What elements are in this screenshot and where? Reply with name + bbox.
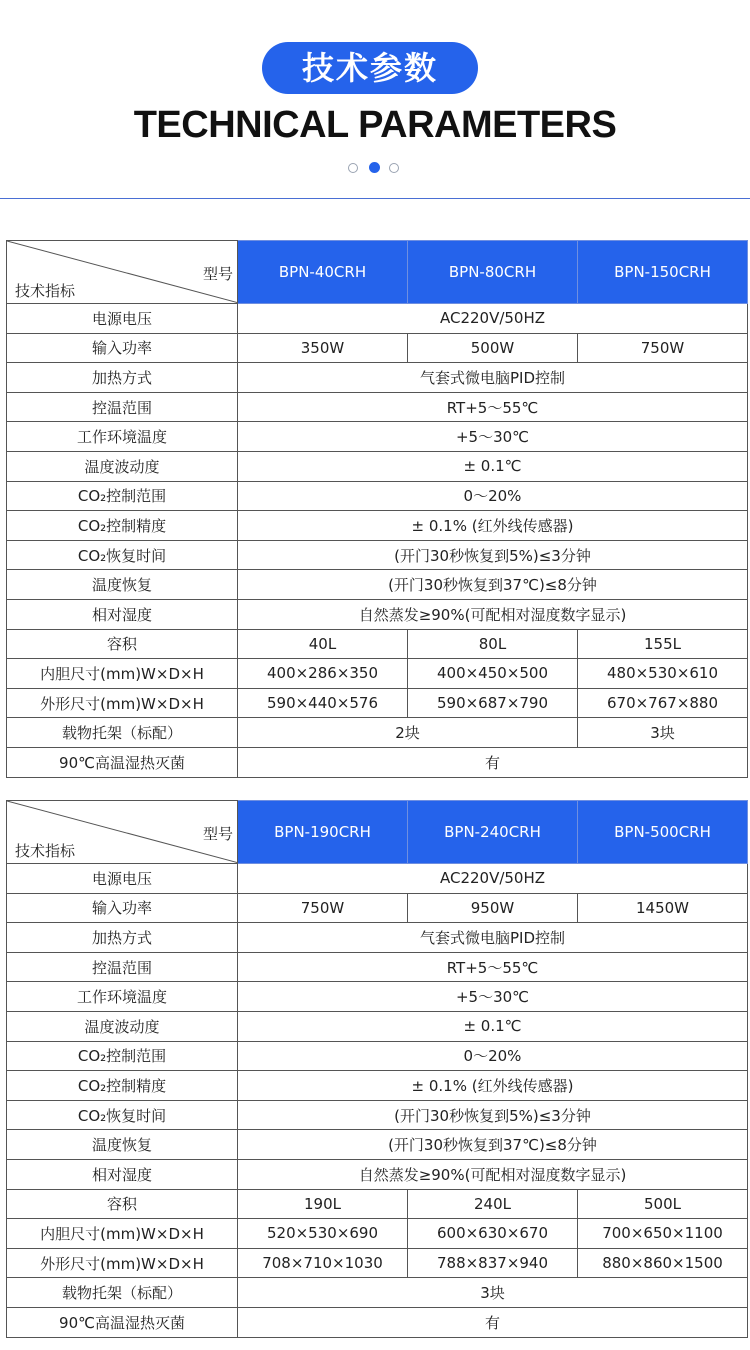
row-value: 0～20% bbox=[238, 1041, 748, 1071]
row-value: 670×767×880 bbox=[578, 688, 748, 718]
row-value: 700×650×1100 bbox=[578, 1219, 748, 1249]
row-label: 控温范围 bbox=[7, 952, 238, 982]
row-label: 温度恢复 bbox=[7, 1130, 238, 1160]
divider bbox=[0, 198, 750, 199]
pagination-dots bbox=[348, 162, 402, 174]
page-title-cn: 技术参数 bbox=[262, 42, 478, 94]
table-row bbox=[7, 1041, 748, 1071]
row-label: 外形尺寸(mm)W×D×H bbox=[7, 688, 238, 718]
table-row bbox=[7, 540, 748, 570]
row-value: 1450W bbox=[578, 893, 748, 923]
row-label: 外形尺寸(mm)W×D×H bbox=[7, 1248, 238, 1278]
row-label: 相对湿度 bbox=[7, 1159, 238, 1189]
row-value: 788×837×940 bbox=[408, 1248, 578, 1278]
row-value: 0～20% bbox=[238, 481, 748, 511]
row-label: 容积 bbox=[7, 1189, 238, 1219]
row-value: 自然蒸发≥90%(可配相对湿度数字显示) bbox=[238, 599, 748, 629]
row-label: 工作环境温度 bbox=[7, 982, 238, 1012]
row-value: 有 bbox=[238, 1307, 748, 1337]
row-value: RT+5～55℃ bbox=[238, 392, 748, 422]
table-row bbox=[7, 570, 748, 600]
table-row bbox=[7, 1278, 748, 1308]
row-value: 155L bbox=[578, 629, 748, 659]
row-value: 708×710×1030 bbox=[238, 1248, 408, 1278]
row-value: 750W bbox=[578, 333, 748, 363]
dot-active-icon bbox=[369, 162, 380, 173]
model-header: BPN-190CRH bbox=[238, 801, 408, 864]
table-row bbox=[7, 599, 748, 629]
table-row bbox=[7, 1071, 748, 1101]
row-value: 40L bbox=[238, 629, 408, 659]
row-value: (开门30秒恢复到37℃)≤8分钟 bbox=[238, 570, 748, 600]
model-header: BPN-80CRH bbox=[408, 241, 578, 304]
table-row bbox=[7, 864, 748, 894]
row-label: 相对湿度 bbox=[7, 599, 238, 629]
table-row bbox=[7, 422, 748, 452]
row-value: 500W bbox=[408, 333, 578, 363]
corner-cell bbox=[7, 241, 238, 304]
table-row bbox=[7, 392, 748, 422]
row-value: 80L bbox=[408, 629, 578, 659]
model-header: BPN-240CRH bbox=[408, 801, 578, 864]
row-label: 温度波动度 bbox=[7, 451, 238, 481]
row-label: 温度恢复 bbox=[7, 570, 238, 600]
row-label: CO₂恢复时间 bbox=[7, 540, 238, 570]
model-header: BPN-500CRH bbox=[578, 801, 748, 864]
table-row bbox=[7, 481, 748, 511]
corner-spec-label: 技术指标 bbox=[15, 842, 76, 860]
row-value: (开门30秒恢复到37℃)≤8分钟 bbox=[238, 1130, 748, 1160]
model-header: BPN-150CRH bbox=[578, 241, 748, 304]
table-row bbox=[7, 747, 748, 777]
row-value: (开门30秒恢复到5%)≤3分钟 bbox=[238, 540, 748, 570]
row-value: 2块 bbox=[238, 718, 578, 748]
spec-table-2 bbox=[6, 800, 748, 1338]
table-row bbox=[7, 511, 748, 541]
dot-icon bbox=[348, 163, 358, 173]
row-value: +5～30℃ bbox=[238, 422, 748, 452]
table-row bbox=[7, 659, 748, 689]
row-value: 400×286×350 bbox=[238, 659, 408, 689]
row-value: 880×860×1500 bbox=[578, 1248, 748, 1278]
row-label: CO₂控制范围 bbox=[7, 481, 238, 511]
table-row bbox=[7, 893, 748, 923]
row-value: 590×687×790 bbox=[408, 688, 578, 718]
row-label: 内胆尺寸(mm)W×D×H bbox=[7, 659, 238, 689]
row-value: 750W bbox=[238, 893, 408, 923]
row-label: CO₂控制精度 bbox=[7, 511, 238, 541]
spec-table-1 bbox=[6, 240, 748, 778]
row-value: 有 bbox=[238, 747, 748, 777]
row-label: CO₂恢复时间 bbox=[7, 1100, 238, 1130]
table-row bbox=[7, 1307, 748, 1337]
table-row bbox=[7, 1219, 748, 1249]
row-label: 输入功率 bbox=[7, 333, 238, 363]
row-value: 气套式微电脑PID控制 bbox=[238, 363, 748, 393]
table-row bbox=[7, 363, 748, 393]
row-value: 3块 bbox=[238, 1278, 748, 1308]
row-label: 容积 bbox=[7, 629, 238, 659]
table-row bbox=[7, 1159, 748, 1189]
row-value: 400×450×500 bbox=[408, 659, 578, 689]
row-value: +5～30℃ bbox=[238, 982, 748, 1012]
row-label: 温度波动度 bbox=[7, 1011, 238, 1041]
page-title-en: TECHNICAL PARAMETERS bbox=[133, 104, 617, 146]
row-value: ± 0.1℃ bbox=[238, 1011, 748, 1041]
row-value: (开门30秒恢复到5%)≤3分钟 bbox=[238, 1100, 748, 1130]
row-value: 3块 bbox=[578, 718, 748, 748]
row-label: 工作环境温度 bbox=[7, 422, 238, 452]
row-value: ± 0.1% (红外线传感器) bbox=[238, 1071, 748, 1101]
row-value: 气套式微电脑PID控制 bbox=[238, 923, 748, 953]
corner-model-label: 型号 bbox=[202, 825, 233, 843]
table-row bbox=[7, 1130, 748, 1160]
row-value: 950W bbox=[408, 893, 578, 923]
table-row bbox=[7, 1100, 748, 1130]
row-label: CO₂控制范围 bbox=[7, 1041, 238, 1071]
table-row bbox=[7, 923, 748, 953]
row-label: 加热方式 bbox=[7, 923, 238, 953]
corner-model-label: 型号 bbox=[202, 265, 233, 283]
corner-cell bbox=[7, 801, 238, 864]
table-row bbox=[7, 333, 748, 363]
model-header: BPN-40CRH bbox=[238, 241, 408, 304]
table-header-row bbox=[7, 801, 748, 864]
row-label: 电源电压 bbox=[7, 304, 238, 334]
row-label: 控温范围 bbox=[7, 392, 238, 422]
table-row bbox=[7, 304, 748, 334]
row-value: 480×530×610 bbox=[578, 659, 748, 689]
row-label: 加热方式 bbox=[7, 363, 238, 393]
table-row bbox=[7, 1011, 748, 1041]
row-value: AC220V/50HZ bbox=[238, 864, 748, 894]
row-value: 350W bbox=[238, 333, 408, 363]
header bbox=[0, 0, 750, 200]
row-value: 590×440×576 bbox=[238, 688, 408, 718]
table-header-row bbox=[7, 241, 748, 304]
row-value: AC220V/50HZ bbox=[238, 304, 748, 334]
table-row bbox=[7, 718, 748, 748]
row-value: ± 0.1% (红外线传感器) bbox=[238, 511, 748, 541]
row-value: 600×630×670 bbox=[408, 1219, 578, 1249]
row-value: 500L bbox=[578, 1189, 748, 1219]
row-label: 90℃高温湿热灭菌 bbox=[7, 747, 238, 777]
table-row bbox=[7, 629, 748, 659]
row-label: 载物托架（标配） bbox=[7, 1278, 238, 1308]
row-value: 240L bbox=[408, 1189, 578, 1219]
row-value: 520×530×690 bbox=[238, 1219, 408, 1249]
row-label: 内胆尺寸(mm)W×D×H bbox=[7, 1219, 238, 1249]
row-value: 自然蒸发≥90%(可配相对湿度数字显示) bbox=[238, 1159, 748, 1189]
table-row bbox=[7, 952, 748, 982]
table-row bbox=[7, 1189, 748, 1219]
dot-icon bbox=[389, 163, 399, 173]
table-row bbox=[7, 688, 748, 718]
row-value: 190L bbox=[238, 1189, 408, 1219]
table-row bbox=[7, 1248, 748, 1278]
row-label: CO₂控制精度 bbox=[7, 1071, 238, 1101]
row-label: 输入功率 bbox=[7, 893, 238, 923]
table-row bbox=[7, 982, 748, 1012]
row-value: RT+5～55℃ bbox=[238, 952, 748, 982]
row-value: ± 0.1℃ bbox=[238, 451, 748, 481]
corner-spec-label: 技术指标 bbox=[15, 282, 76, 300]
table-row bbox=[7, 451, 748, 481]
row-label: 载物托架（标配） bbox=[7, 718, 238, 748]
row-label: 90℃高温湿热灭菌 bbox=[7, 1307, 238, 1337]
row-label: 电源电压 bbox=[7, 864, 238, 894]
